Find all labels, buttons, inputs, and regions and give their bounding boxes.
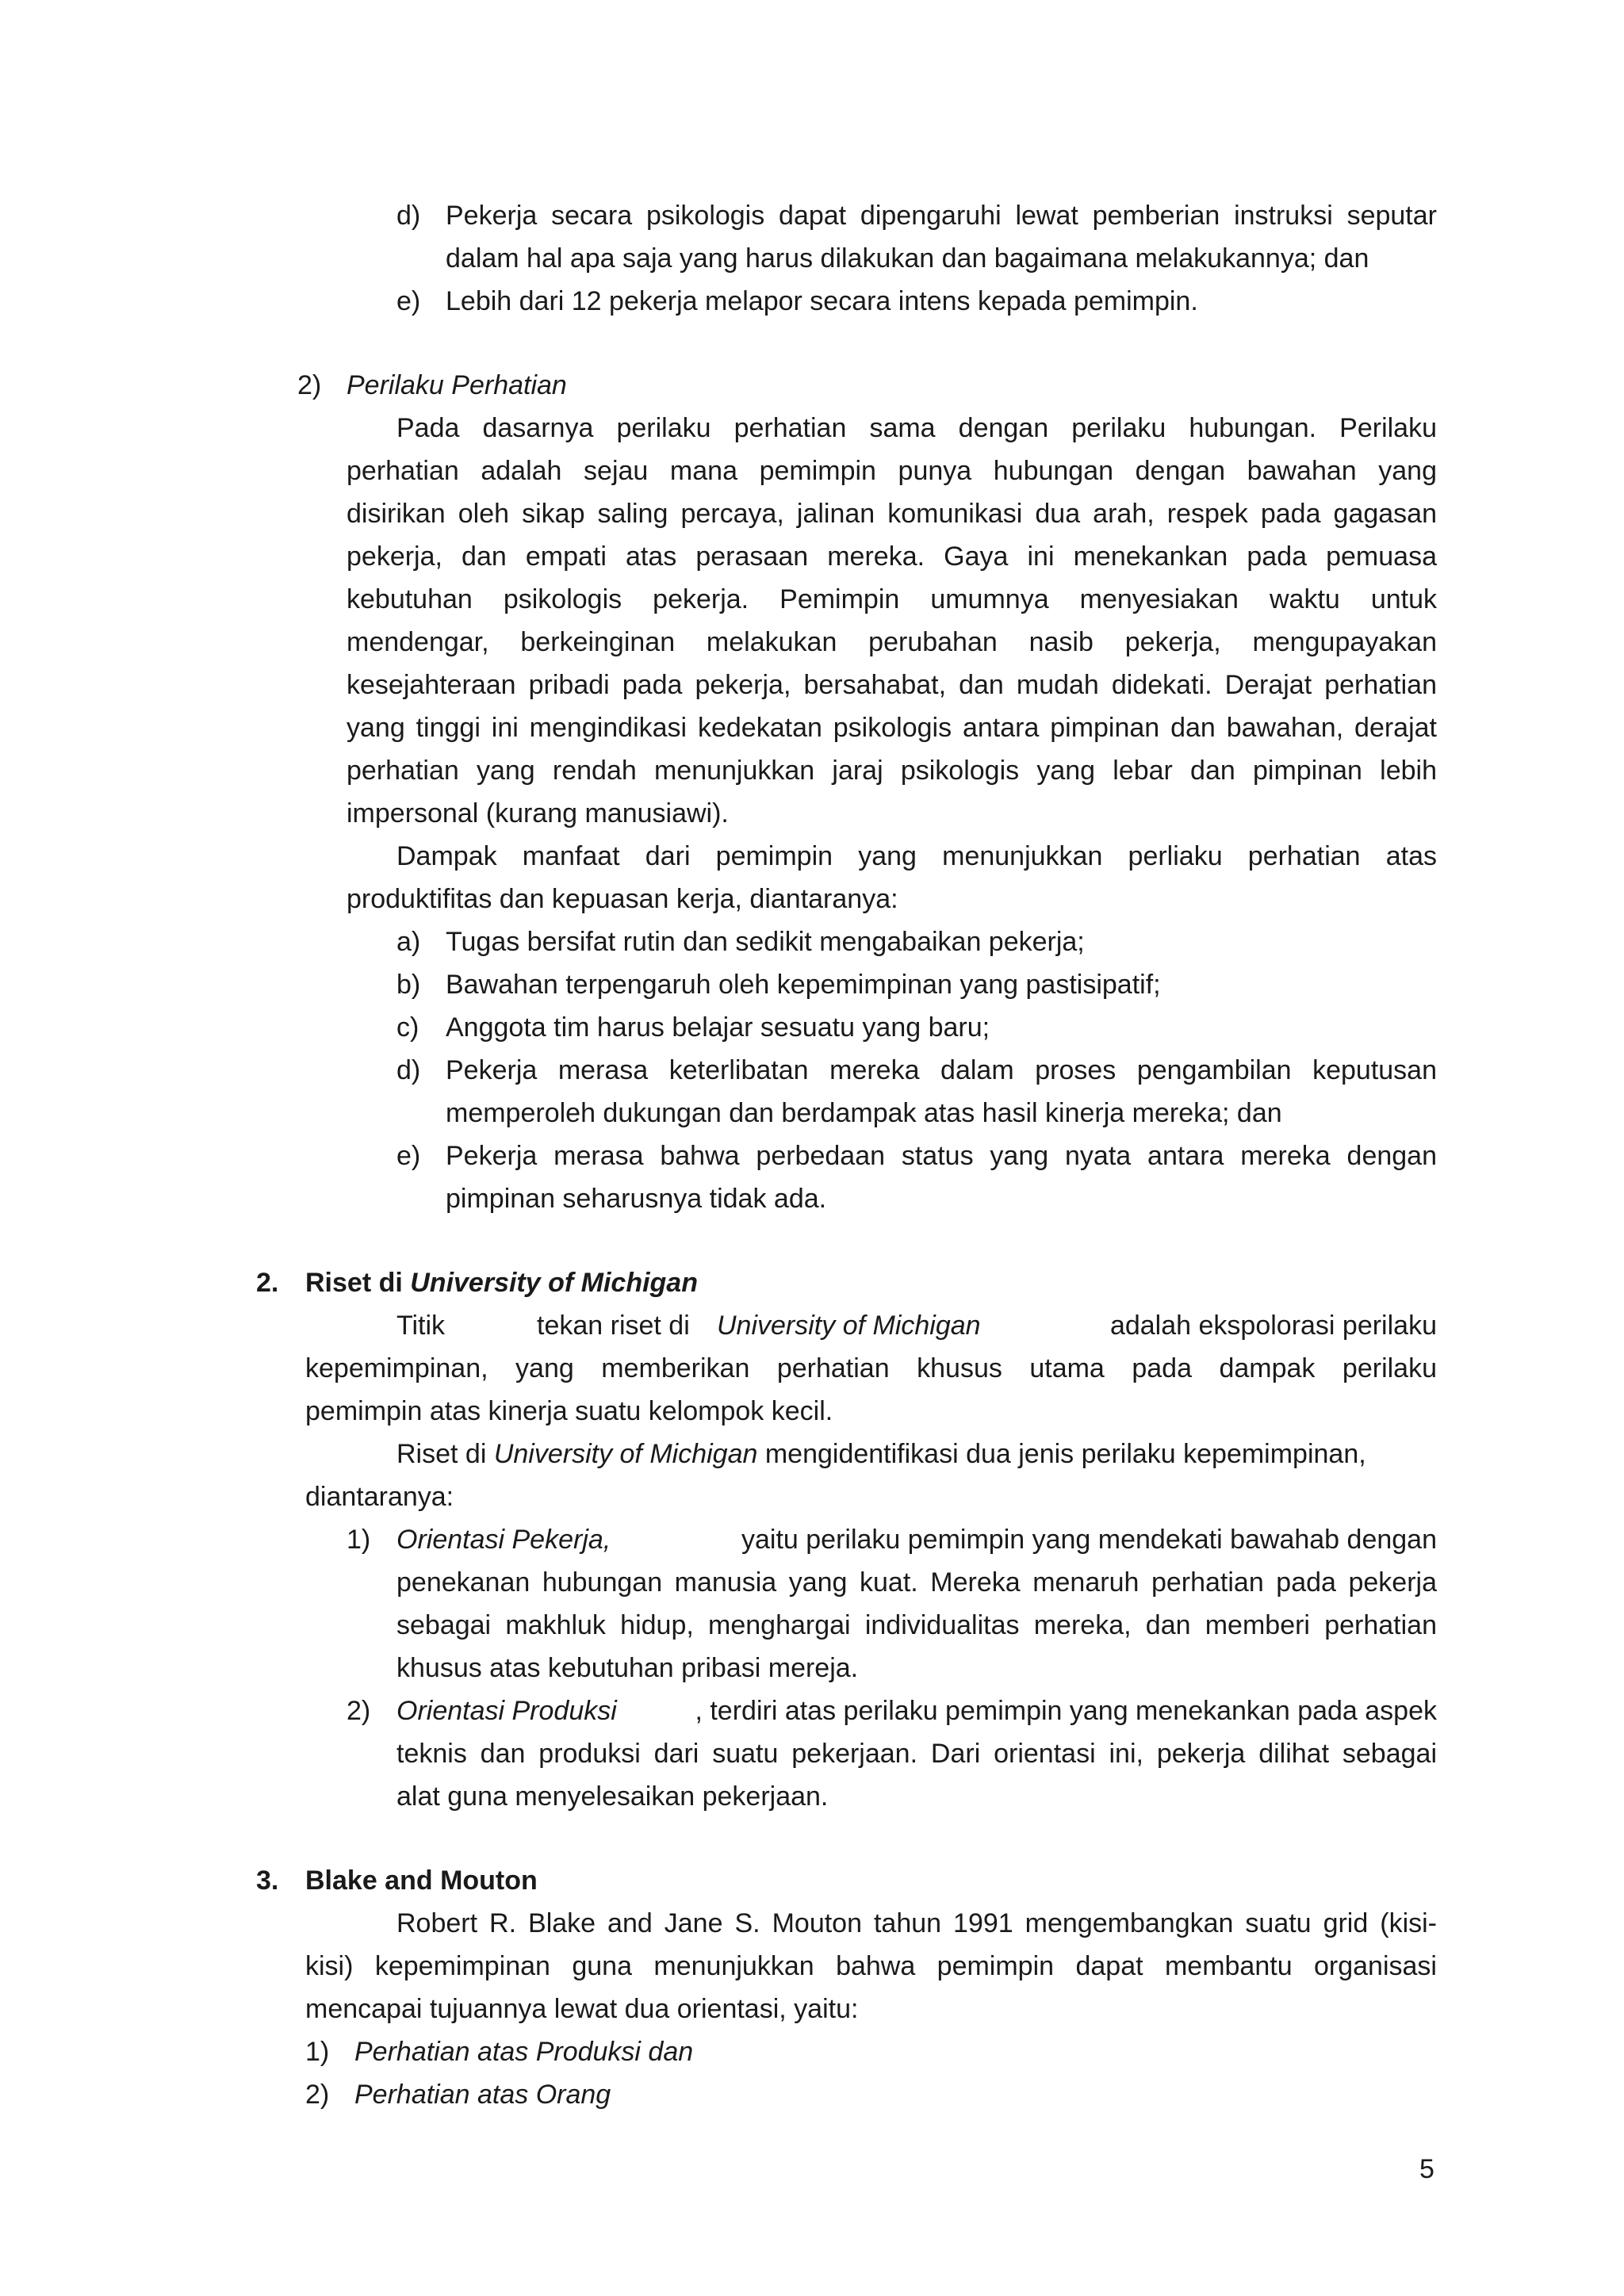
- paragraph-line: perhatian yang rendah menunjukkan jaraj psikologis yang lebar dan pimpinan lebih: [347, 756, 1437, 786]
- list-item-line: alat guna menyelesaikan pekerjaan.: [396, 1781, 829, 1812]
- paragraph-line: produktifitas dan kepuasan kerja, diantaranya:: [347, 884, 898, 914]
- list-item-line: Pekerja secara psikologis dapat dipengaruhi lewat pemberian instruksi seputar: [446, 201, 1437, 231]
- paragraph-line: Pada dasarnya perilaku perhatian sama dengan perilaku hubungan. Perilaku: [396, 413, 1437, 443]
- list-item-line: teknis dan produksi dari suatu pekerjaan. Dari orientasi ini, pekerja dilihat sebagai: [396, 1739, 1437, 1769]
- list-label: b): [396, 970, 421, 1000]
- paragraph-line: perhatian adalah sejau mana pemimpin punya hubungan dengan bawahan yang: [347, 456, 1437, 486]
- paragraph-line: kisi) kepemimpinan guna menunjukkan bahwa pemimpin dapat membantu organisasi: [305, 1951, 1437, 1981]
- list-label: c): [396, 1012, 419, 1043]
- section-number: 3.: [256, 1866, 279, 1896]
- list-item-line: sebagai makhluk hidup, menghargai individualitas mereka, dan memberi perhatian: [396, 1610, 1437, 1640]
- list-item-line: Tugas bersifat rutin dan sedikit mengabaikan pekerja;: [446, 927, 1085, 957]
- paragraph-line: Riset di University of Michigan mengidentifikasi dua jenis perilaku kepemimpinan,: [396, 1439, 1366, 1469]
- list-label: 1): [347, 1525, 371, 1555]
- paragraph-line: impersonal (kurang manusiawi).: [347, 798, 729, 828]
- paragraph-line: kepemimpinan, yang memberikan perhatian khusus utama pada dampak perilaku: [305, 1353, 1437, 1383]
- paragraph-line: kesejahteraan pribadi pada pekerja, bersahabat, dan mudah didekati. Derajat perhatian: [347, 670, 1437, 700]
- list-item-line: pimpinan seharusnya tidak ada.: [446, 1184, 827, 1214]
- list-item-line: dalam hal apa saja yang harus dilakukan dan bagaimana melakukannya; dan: [446, 243, 1369, 274]
- list-label: e): [396, 1141, 421, 1171]
- list-item-line: Lebih dari 12 pekerja melapor secara intens kepada pemimpin.: [446, 286, 1198, 316]
- list-label: e): [396, 286, 421, 316]
- paragraph-line: pemimpin atas kinerja suatu kelompok kecil.: [305, 1396, 833, 1426]
- list-item-line: khusus atas kebutuhan pribasi mereja.: [396, 1653, 859, 1683]
- list-label: 1): [305, 2037, 330, 2067]
- list-item-line: Pekerja merasa bahwa perbedaan status yang nyata antara mereka dengan: [446, 1141, 1437, 1171]
- paragraph-line: Dampak manfaat dari pemimpin yang menunjukkan perliaku perhatian atas: [396, 841, 1437, 871]
- list-item-line: memperoleh dukungan dan berdampak atas hasil kinerja mereka; dan: [446, 1098, 1282, 1128]
- list-label: 2): [305, 2080, 330, 2110]
- list-item-line: penekanan hubungan manusia yang kuat. Mereka menaruh perhatian pada pekerja: [396, 1567, 1437, 1598]
- list-item-line: Orientasi Produksi , terdiri atas perilaku pemimpin yang menekankan pada aspek: [396, 1696, 1437, 1726]
- paragraph-line: pekerja, dan empati atas perasaan mereka. Gaya ini menekankan pada pemuasa: [347, 541, 1437, 572]
- list-item-line: Perhatian atas Produksi dan: [354, 2037, 694, 2067]
- paragraph-line: diantaranya:: [305, 1482, 454, 1512]
- list-item-line: Bawahan terpengaruh oleh kepemimpinan yang pastisipatif;: [446, 970, 1161, 1000]
- paragraph-line: disirikan oleh sikap saling percaya, jalinan komunikasi dua arah, respek pada gagasan: [347, 499, 1437, 529]
- section-title: Blake and Mouton: [305, 1866, 538, 1896]
- section-number: 2.: [256, 1268, 279, 1298]
- list-label: d): [396, 201, 421, 231]
- subsection-title: Perilaku Perhatian: [347, 370, 567, 400]
- list-label: d): [396, 1055, 421, 1085]
- list-label: 2): [347, 1696, 371, 1726]
- paragraph-line: Robert R. Blake and Jane S. Mouton tahun 1991 mengembangkan suatu grid (kisi-: [396, 1908, 1437, 1938]
- section-title: Riset di University of Michigan: [305, 1268, 698, 1298]
- paragraph-line: Titik tekan riset di University of Michigan adalah ekspolorasi perilaku: [396, 1311, 1437, 1341]
- list-item-line: Orientasi Pekerja, yaitu perilaku pemimpin yang mendekati bawahab dengan: [396, 1525, 1437, 1555]
- paragraph-line: mendengar, berkeinginan melakukan perubahan nasib pekerja, mengupayakan: [347, 627, 1437, 657]
- list-item-line: Perhatian atas Orang: [354, 2080, 611, 2110]
- list-label: a): [396, 927, 421, 957]
- page-number: 5: [1419, 2154, 1434, 2184]
- paragraph-line: mencapai tujuannya lewat dua orientasi, yaitu:: [305, 1994, 859, 2024]
- paragraph-line: kebutuhan psikologis pekerja. Pemimpin umumnya menyesiakan waktu untuk: [347, 584, 1437, 614]
- list-item-line: Pekerja merasa keterlibatan mereka dalam proses pengambilan keputusan: [446, 1055, 1437, 1085]
- subsection-number: 2): [297, 370, 322, 400]
- paragraph-line: yang tinggi ini mengindikasi kedekatan psikologis antara pimpinan dan bawahan, derajat: [347, 713, 1437, 743]
- list-item-line: Anggota tim harus belajar sesuatu yang baru;: [446, 1012, 990, 1043]
